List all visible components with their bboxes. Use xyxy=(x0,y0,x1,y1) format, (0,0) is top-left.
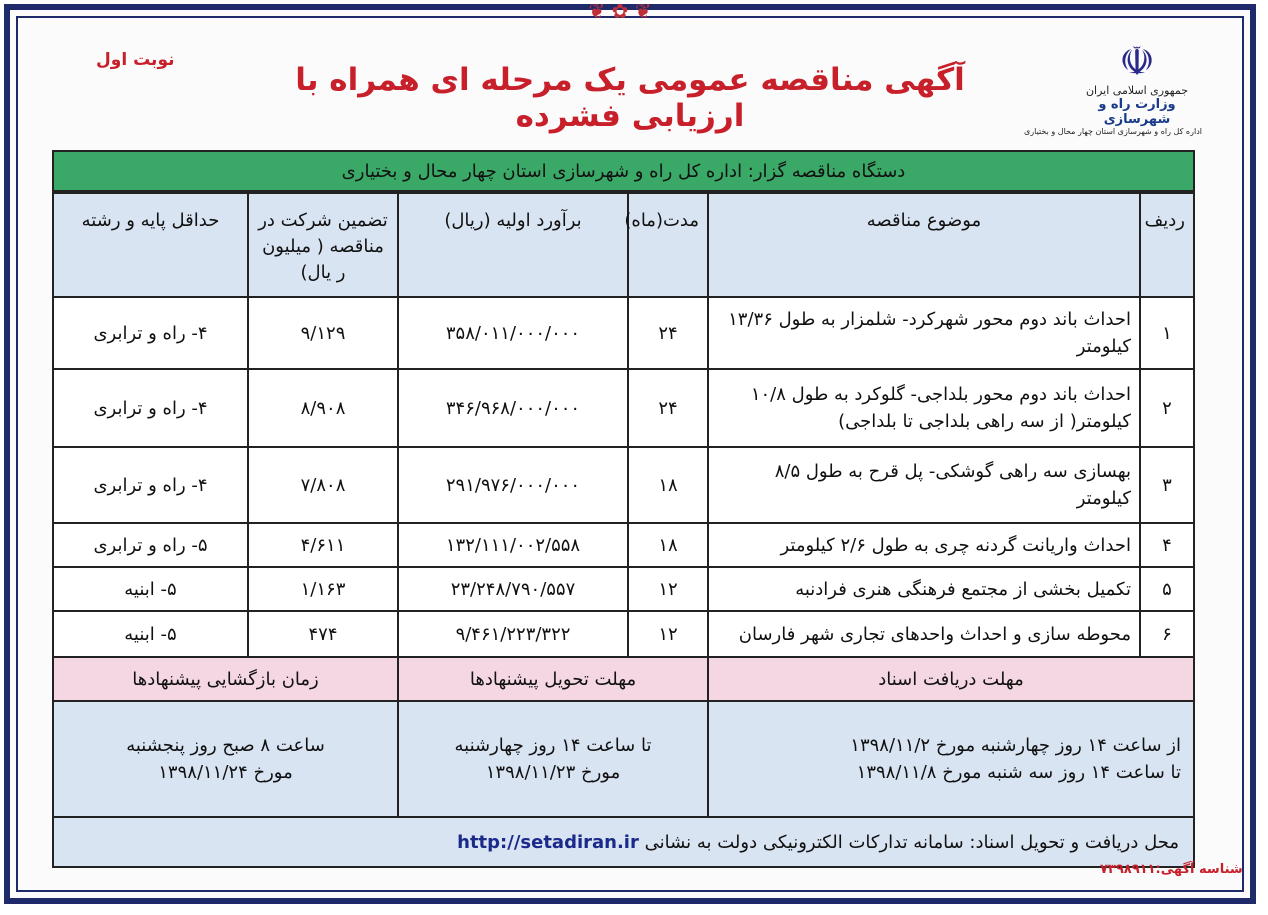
table-row xyxy=(53,567,1194,611)
row-number: ۲ xyxy=(1140,369,1194,447)
submission-deadline xyxy=(398,701,708,817)
row-number: ۴ xyxy=(1140,523,1194,567)
row-grade: ۵- راه و ترابری xyxy=(53,523,248,567)
opening-time xyxy=(53,701,398,817)
setadiran-link[interactable]: http://setadiran.ir xyxy=(457,831,639,853)
docs-deadline-header: مهلت دریافت اسناد xyxy=(708,657,1194,701)
row-guarantee: ۴/۶۱۱ xyxy=(248,523,398,567)
row-number: ۳ xyxy=(1140,447,1194,523)
table-row xyxy=(53,297,1194,369)
row-subject: محوطه سازی و احداث واحدهای تجاری شهر فارسان xyxy=(708,611,1140,657)
page-title: آگهی مناقصه عمومی یک مرحله ای همراه با ارزیابی فشرده xyxy=(295,62,965,134)
logo-line-2: وزارت راه و شهرسازی xyxy=(1098,97,1176,127)
row-estimate: ۲۳/۲۴۸/۷۹۰/۵۵۷ xyxy=(398,567,628,611)
row-duration: ۱۸ xyxy=(628,523,708,567)
row-subject: احداث واریانت گردنه چری به طول ۲/۶ کیلومتر xyxy=(708,523,1140,567)
ad-code: شناسه آگهی:۷۳۹۸۹۱۱ xyxy=(1100,862,1243,877)
document-place-text: محل دریافت و تحویل اسناد: سامانه تدارکات الکترونیکی دولت به نشانی xyxy=(644,831,1179,853)
row-duration: ۲۴ xyxy=(628,369,708,447)
col-header-guarantee: تضمین شرکت در مناقصه ( میلیون ر یال) xyxy=(248,193,398,297)
col-header-duration: مدت(ماه) xyxy=(628,193,708,297)
row-grade: ۵- ابنیه xyxy=(53,611,248,657)
col-header-row: ردیف xyxy=(1140,193,1194,297)
col-header-subject: موضوع مناقصه xyxy=(708,193,1140,297)
schedule-row xyxy=(53,701,1194,817)
row-subject: احداث باند دوم محور شهرکرد- شلمزار به طول ۱۳/۳۶ کیلومتر xyxy=(708,297,1140,369)
row-number: ۵ xyxy=(1140,567,1194,611)
table-header-row xyxy=(53,193,1194,297)
row-subject: بهسازی سه راهی گوشکی- پل قرح به طول ۸/۵ کیلومتر xyxy=(708,447,1140,523)
round-badge: نوبت اول xyxy=(96,50,175,70)
col-header-grade: حداقل پایه و رشته xyxy=(53,193,248,297)
tender-agency: دستگاه مناقصه گزار: اداره کل راه و شهرسازی استان چهار محال و بختیاری xyxy=(52,150,1195,192)
row-number: ۱ xyxy=(1140,297,1194,369)
document-place xyxy=(53,817,1194,867)
row-estimate: ۹/۴۶۱/۲۲۳/۳۲۲ xyxy=(398,611,628,657)
tender-table xyxy=(52,192,1195,868)
row-number: ۶ xyxy=(1140,611,1194,657)
row-grade: ۴- راه و ترابری xyxy=(53,369,248,447)
docs-from: از ساعت ۱۴ روز چهارشنبه مورخ ۱۳۹۸/۱۱/۲ xyxy=(850,735,1181,756)
logo-line-1: جمهوری اسلامی ایران xyxy=(1085,84,1189,97)
table-row xyxy=(53,447,1194,523)
col-header-estimate: برآورد اولیه (ریال) xyxy=(398,193,628,297)
place-row xyxy=(53,817,1194,867)
row-duration: ۱۲ xyxy=(628,567,708,611)
row-estimate: ۱۳۲/۱۱۱/۰۰۲/۵۵۸ xyxy=(398,523,628,567)
submission-time: تا ساعت ۱۴ روز چهارشنبه xyxy=(454,735,652,756)
schedule-header-row xyxy=(53,657,1194,701)
row-subject: احداث باند دوم محور بلداجی- گلوکرد به طول ۱۰/۸ کیلومتر( از سه راهی بلداجی تا بلداجی) xyxy=(708,369,1140,447)
row-estimate: ۳۵۸/۰۱۱/۰۰۰/۰۰۰ xyxy=(398,297,628,369)
row-estimate: ۳۴۶/۹۶۸/۰۰۰/۰۰۰ xyxy=(398,369,628,447)
row-grade: ۴- راه و ترابری xyxy=(53,297,248,369)
row-duration: ۱۲ xyxy=(628,611,708,657)
row-estimate: ۲۹۱/۹۷۶/۰۰۰/۰۰۰ xyxy=(398,447,628,523)
docs-deadline xyxy=(708,701,1194,817)
table-row xyxy=(53,369,1194,447)
submission-date: مورخ ۱۳۹۸/۱۱/۲۳ xyxy=(485,762,621,783)
opening-time-text: ساعت ۸ صبح روز پنجشنبه xyxy=(126,735,325,756)
opening-date: مورخ ۱۳۹۸/۱۱/۲۴ xyxy=(158,762,293,783)
iran-emblem-icon: ☫ xyxy=(1119,39,1155,85)
table-row xyxy=(53,523,1194,567)
row-guarantee: ۴۷۴ xyxy=(248,611,398,657)
top-ornament-icon: ❦ ✿ ❦ xyxy=(588,0,652,23)
row-guarantee: ۷/۸۰۸ xyxy=(248,447,398,523)
opening-time-header: زمان بازگشایی پیشنهادها xyxy=(53,657,398,701)
row-subject: تکمیل بخشی از مجتمع فرهنگی هنری فرادنبه xyxy=(708,567,1140,611)
docs-to: تا ساعت ۱۴ روز سه شنبه مورخ ۱۳۹۸/۱۱/۸ xyxy=(856,762,1181,783)
row-guarantee: ۸/۹۰۸ xyxy=(248,369,398,447)
row-grade: ۵- ابنیه xyxy=(53,567,248,611)
row-guarantee: ۱/۱۶۳ xyxy=(248,567,398,611)
table-row xyxy=(53,611,1194,657)
submission-deadline-header: مهلت تحویل پیشنهادها xyxy=(398,657,708,701)
ministry-logo xyxy=(1024,39,1202,140)
row-grade: ۴- راه و ترابری xyxy=(53,447,248,523)
row-guarantee: ۹/۱۲۹ xyxy=(248,297,398,369)
logo-line-3: اداره کل راه و شهرسازی استان چهار محال و بختیاری xyxy=(1024,127,1202,136)
row-duration: ۲۴ xyxy=(628,297,708,369)
row-duration: ۱۸ xyxy=(628,447,708,523)
